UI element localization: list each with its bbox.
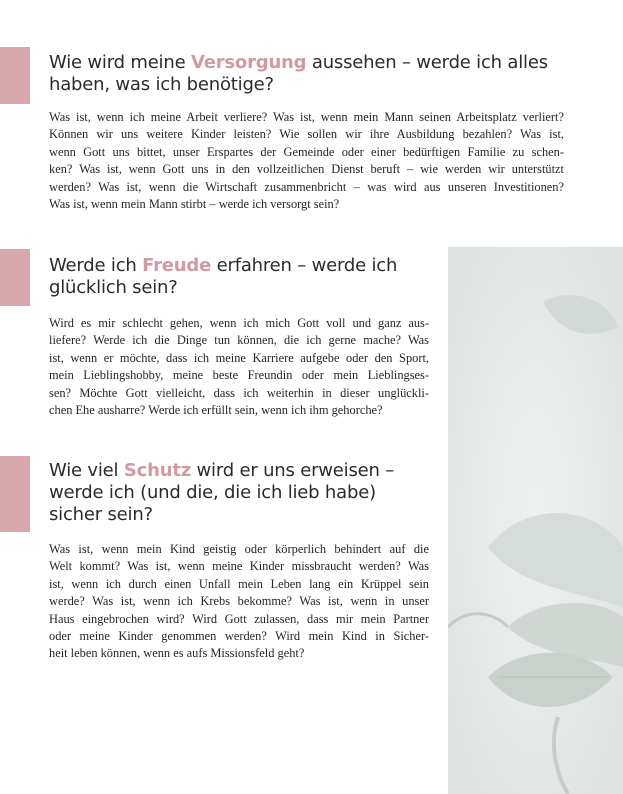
section-paragraph: Was ist, wenn ich meine Arbeit verliere? Was ist, wenn mein Mann seinen Arbeitsplatz verliert? Können wir uns weitere Kinder leisten? Wie sollen wir ihre Ausbildung bezahlen? Was ist, wenn Gott uns bittet, unser Erspartes der Gemeinde oder einer bedürftigen Familie zu schen- ken? Was ist, wenn Gott uns in den vollzeitlichen Dienst beruft – wie werden wir unterstützt werden? Was ist, wenn die Wirtschaft zusammenbricht – was wird aus unseren Investitionen? Was ist, wenn mein Mann stirbt – werde ich versorgt sein? — [49, 110, 564, 212]
section-marker — [0, 47, 30, 104]
section-marker — [0, 456, 30, 532]
section-paragraph: Was ist, wenn mein Kind geistig oder körperlich behindert auf die Welt kommt? Was ist, wenn meine Kinder missbraucht werden? Was ist, wenn ich durch einen Unfall mein Leben lang ein Krüppel sein werde? Was ist, wenn ich Krebs bekomme? Was ist, wenn in unser Haus eingebrochen wird? Wird Gott zulassen, dass mir mein Partner oder meine Kinder genommen werden? Wird mein Kind in Sicher- heit leben können, wenn es aufs Missionsfeld geht? — [49, 542, 429, 661]
leaf-photo — [448, 247, 623, 794]
heading-highlight: Freude — [142, 255, 212, 276]
heading-highlight: Schutz — [123, 460, 192, 481]
section-marker — [0, 249, 30, 306]
section-heading: Wie viel Schutz wird er uns erweisen – werde ich (und die, die ich lieb habe) sicher sein? — [49, 460, 395, 525]
section-heading: Werde ich Freude erfahren – werde ich glücklich sein? — [49, 255, 398, 298]
section-heading: Wie wird meine Versorgung aussehen – werde ich alles haben, was ich benötige? — [49, 52, 548, 95]
leaf-illustration — [448, 247, 623, 794]
section-paragraph: Wird es mir schlecht gehen, wenn ich mich Gott voll und ganz aus- liefere? Werde ich die Dinge tun können, die ich gerne mache? Was ist, wenn er möchte, dass ich meine Karriere aufgebe oder den Sport, mein Lieblingshobby, meine beste Freundin oder mein Lieblingses- sen? Möchte Gott vielleicht, dass ich weiterhin in dieser unglückli- chen Ehe ausharre? Werde ich erfüllt sein, wenn ich ihm gehorche? — [49, 316, 429, 418]
heading-highlight: Versorgung — [190, 52, 307, 73]
